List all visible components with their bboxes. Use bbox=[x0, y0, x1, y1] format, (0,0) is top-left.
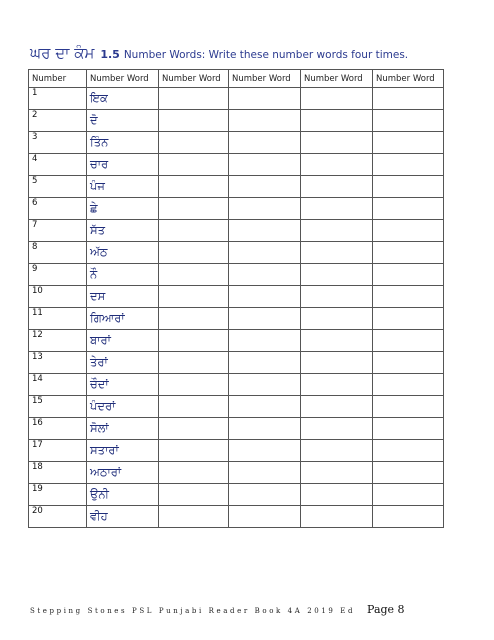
practice-cell[interactable] bbox=[159, 374, 229, 396]
page-footer bbox=[30, 603, 470, 616]
number-word: ਉਨੀ bbox=[87, 484, 159, 506]
instructions-text: Number Words: Write these number words four times. bbox=[123, 49, 409, 61]
practice-cell[interactable] bbox=[301, 286, 373, 308]
practice-cell[interactable] bbox=[301, 88, 373, 110]
table-row bbox=[29, 176, 444, 198]
practice-cell[interactable] bbox=[301, 220, 373, 242]
row-number: 15 bbox=[29, 396, 87, 418]
practice-cell[interactable] bbox=[159, 220, 229, 242]
practice-cell[interactable] bbox=[229, 286, 301, 308]
number-word: ਬਾਰਾਂ bbox=[87, 330, 159, 352]
practice-cell[interactable] bbox=[159, 88, 229, 110]
table-row bbox=[29, 286, 444, 308]
practice-cell[interactable] bbox=[159, 308, 229, 330]
number-word: ਸੋਲਾਂ bbox=[87, 418, 159, 440]
practice-cell[interactable] bbox=[373, 440, 444, 462]
row-number: 3 bbox=[29, 132, 87, 154]
row-number: 11 bbox=[29, 308, 87, 330]
row-number: 7 bbox=[29, 220, 87, 242]
row-number: 20 bbox=[29, 506, 87, 528]
table-row bbox=[29, 132, 444, 154]
practice-cell[interactable] bbox=[301, 374, 373, 396]
row-number: 2 bbox=[29, 110, 87, 132]
practice-cell[interactable] bbox=[229, 88, 301, 110]
number-word: ਚੌਦਾਂ bbox=[87, 374, 159, 396]
practice-cell[interactable] bbox=[159, 462, 229, 484]
row-number: 8 bbox=[29, 242, 87, 264]
table-row bbox=[29, 462, 444, 484]
number-word: ਤਿੰਨ bbox=[87, 132, 159, 154]
column-header: Number Word bbox=[301, 70, 373, 88]
row-number: 17 bbox=[29, 440, 87, 462]
number-word: ਪੰਦਰਾਂ bbox=[87, 396, 159, 418]
column-header: Number bbox=[29, 70, 87, 88]
column-header: Number Word bbox=[87, 70, 159, 88]
practice-cell[interactable] bbox=[301, 462, 373, 484]
practice-cell[interactable] bbox=[301, 154, 373, 176]
practice-cell[interactable] bbox=[373, 330, 444, 352]
table-row bbox=[29, 484, 444, 506]
table-row bbox=[29, 110, 444, 132]
row-number: 18 bbox=[29, 462, 87, 484]
practice-cell[interactable] bbox=[373, 132, 444, 154]
number-words-table bbox=[28, 69, 444, 528]
practice-cell[interactable] bbox=[301, 440, 373, 462]
table-row bbox=[29, 242, 444, 264]
number-word: ਗਿਆਰਾਂ bbox=[87, 308, 159, 330]
practice-cell[interactable] bbox=[229, 154, 301, 176]
number-word: ਅੱਠ bbox=[87, 242, 159, 264]
practice-cell[interactable] bbox=[301, 264, 373, 286]
practice-cell[interactable] bbox=[373, 462, 444, 484]
practice-cell[interactable] bbox=[159, 242, 229, 264]
practice-cell[interactable] bbox=[301, 506, 373, 528]
column-header: Number Word bbox=[229, 70, 301, 88]
row-number: 13 bbox=[29, 352, 87, 374]
column-header: Number Word bbox=[159, 70, 229, 88]
page-number: Page 8 bbox=[367, 603, 405, 616]
table-row bbox=[29, 154, 444, 176]
practice-cell[interactable] bbox=[301, 132, 373, 154]
number-word: ਛੇ bbox=[87, 198, 159, 220]
practice-cell[interactable] bbox=[229, 440, 301, 462]
table-row bbox=[29, 198, 444, 220]
practice-cell[interactable] bbox=[373, 308, 444, 330]
row-number: 10 bbox=[29, 286, 87, 308]
practice-cell[interactable] bbox=[301, 330, 373, 352]
practice-cell[interactable] bbox=[229, 396, 301, 418]
practice-cell[interactable] bbox=[229, 110, 301, 132]
table-row bbox=[29, 506, 444, 528]
practice-cell[interactable] bbox=[373, 220, 444, 242]
practice-cell[interactable] bbox=[159, 110, 229, 132]
practice-cell[interactable] bbox=[229, 484, 301, 506]
number-word: ਦੋ bbox=[87, 110, 159, 132]
practice-cell[interactable] bbox=[229, 374, 301, 396]
practice-cell[interactable] bbox=[373, 264, 444, 286]
practice-cell[interactable] bbox=[159, 396, 229, 418]
table-row bbox=[29, 88, 444, 110]
row-number: 19 bbox=[29, 484, 87, 506]
number-word: ਸਤਾਰਾਂ bbox=[87, 440, 159, 462]
practice-cell[interactable] bbox=[373, 506, 444, 528]
row-number: 9 bbox=[29, 264, 87, 286]
practice-cell[interactable] bbox=[373, 198, 444, 220]
row-number: 5 bbox=[29, 176, 87, 198]
number-word: ਅਠਾਰਾਂ bbox=[87, 462, 159, 484]
table-row bbox=[29, 440, 444, 462]
table-row bbox=[29, 220, 444, 242]
practice-cell[interactable] bbox=[301, 242, 373, 264]
practice-cell[interactable] bbox=[159, 330, 229, 352]
table-row bbox=[29, 374, 444, 396]
practice-cell[interactable] bbox=[159, 154, 229, 176]
practice-cell[interactable] bbox=[229, 264, 301, 286]
practice-cell[interactable] bbox=[373, 484, 444, 506]
practice-cell[interactable] bbox=[159, 484, 229, 506]
practice-cell[interactable] bbox=[159, 264, 229, 286]
number-word: ਤੇਰਾਂ bbox=[87, 352, 159, 374]
practice-cell[interactable] bbox=[159, 132, 229, 154]
practice-cell[interactable] bbox=[229, 330, 301, 352]
row-number: 4 bbox=[29, 154, 87, 176]
practice-cell[interactable] bbox=[301, 484, 373, 506]
table-row bbox=[29, 264, 444, 286]
table-row bbox=[29, 396, 444, 418]
practice-cell[interactable] bbox=[373, 110, 444, 132]
practice-cell[interactable] bbox=[373, 88, 444, 110]
column-header: Number Word bbox=[373, 70, 444, 88]
practice-cell[interactable] bbox=[301, 352, 373, 374]
number-word: ਨੌ bbox=[87, 264, 159, 286]
exercise-number: 1.5 bbox=[100, 48, 120, 61]
practice-cell[interactable] bbox=[159, 440, 229, 462]
number-word: ਪੰਜ bbox=[87, 176, 159, 198]
table-row bbox=[29, 418, 444, 440]
row-number: 16 bbox=[29, 418, 87, 440]
practice-cell[interactable] bbox=[373, 154, 444, 176]
practice-cell[interactable] bbox=[229, 198, 301, 220]
practice-cell[interactable] bbox=[229, 220, 301, 242]
footer-text: Stepping Stones PSL Punjabi Reader Book 4A 2019 Ed bbox=[30, 607, 356, 615]
practice-cell[interactable] bbox=[301, 176, 373, 198]
practice-cell[interactable] bbox=[373, 242, 444, 264]
table-row bbox=[29, 308, 444, 330]
table-row bbox=[29, 352, 444, 374]
practice-cell[interactable] bbox=[373, 176, 444, 198]
row-number: 14 bbox=[29, 374, 87, 396]
row-number: 6 bbox=[29, 198, 87, 220]
practice-cell[interactable] bbox=[301, 396, 373, 418]
title-punjabi: ਘਰ ਦਾ ਕੰਮ bbox=[30, 44, 95, 62]
practice-cell[interactable] bbox=[159, 418, 229, 440]
practice-cell[interactable] bbox=[373, 396, 444, 418]
practice-cell[interactable] bbox=[373, 286, 444, 308]
practice-cell[interactable] bbox=[301, 308, 373, 330]
number-word: ਵੀਹ bbox=[87, 506, 159, 528]
practice-cell[interactable] bbox=[159, 506, 229, 528]
practice-cell[interactable] bbox=[301, 110, 373, 132]
number-word: ਦਸ bbox=[87, 286, 159, 308]
practice-cell[interactable] bbox=[159, 198, 229, 220]
practice-cell[interactable] bbox=[159, 286, 229, 308]
practice-cell[interactable] bbox=[229, 308, 301, 330]
number-word: ਸੱਤ bbox=[87, 220, 159, 242]
table-row bbox=[29, 330, 444, 352]
row-number: 12 bbox=[29, 330, 87, 352]
practice-cell[interactable] bbox=[301, 198, 373, 220]
practice-cell[interactable] bbox=[373, 418, 444, 440]
practice-cell[interactable] bbox=[229, 132, 301, 154]
row-number: 1 bbox=[29, 88, 87, 110]
practice-cell[interactable] bbox=[159, 352, 229, 374]
practice-cell[interactable] bbox=[159, 176, 229, 198]
worksheet-title bbox=[30, 44, 470, 64]
number-word: ਚਾਰ bbox=[87, 154, 159, 176]
number-word: ਇਕ bbox=[87, 88, 159, 110]
practice-cell[interactable] bbox=[229, 462, 301, 484]
practice-cell[interactable] bbox=[229, 176, 301, 198]
practice-cell[interactable] bbox=[373, 374, 444, 396]
practice-cell[interactable] bbox=[229, 352, 301, 374]
practice-cell[interactable] bbox=[373, 352, 444, 374]
practice-cell[interactable] bbox=[301, 418, 373, 440]
practice-cell[interactable] bbox=[229, 242, 301, 264]
practice-cell[interactable] bbox=[229, 506, 301, 528]
table-header-row bbox=[29, 70, 444, 88]
practice-cell[interactable] bbox=[229, 418, 301, 440]
